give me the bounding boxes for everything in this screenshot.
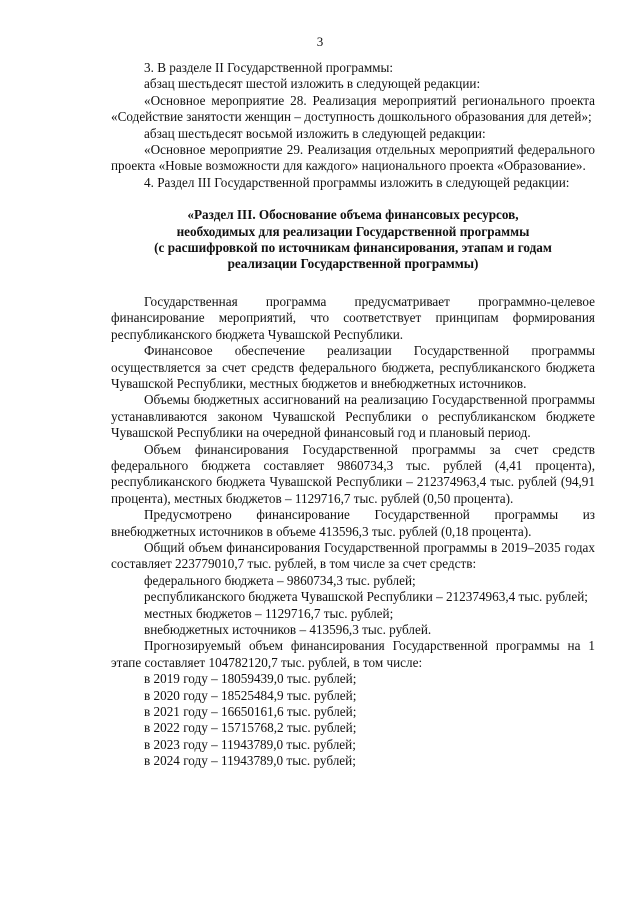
heading-line: реализации Государственной программы): [227, 256, 479, 272]
paragraph: «Основное мероприятие 28. Реализация мероприятий регионального проекта «Содействие занятости женщин – доступность дошкольного образования для детей»;: [111, 92, 595, 125]
year-item: в 2024 году – 11943789,0 тыс. рублей;: [144, 753, 356, 769]
paragraph: «Основное мероприятие 29. Реализация отдельных мероприятий федерального проекта «Новые возможности для каждого» национального проекта «Образование».: [111, 142, 595, 174]
year-item: в 2020 году – 18525484,9 тыс. рублей;: [144, 687, 357, 703]
heading-line: (с расшифровкой по источникам финансирования, этапам и годам: [154, 240, 552, 256]
year-item: в 2021 году – 16650161,6 тыс. рублей;: [144, 704, 357, 720]
heading-line: «Раздел III. Обоснование объема финансовых ресурсов,: [187, 207, 519, 223]
document-body: [111, 60, 595, 770]
list-item: республиканского бюджета Чувашской Республики – 212374963,4 тыс. рублей;: [144, 589, 588, 605]
paragraph: Объемы бюджетных ассигнований на реализацию Государственной программы устанавливаются законом Чувашской Республики о республиканском бюджете Чувашской Республики на очередной финансовый год и плановый период.: [111, 392, 595, 441]
section-heading: [111, 207, 595, 273]
list-item: внебюджетных источников – 413596,3 тыс. рублей.: [144, 622, 432, 637]
year-item: в 2019 году – 18059439,0 тыс. рублей;: [144, 671, 357, 687]
year-item: в 2023 году – 11943789,0 тыс. рублей;: [144, 736, 356, 752]
paragraph: Финансовое обеспечение реализации Государственной программы осуществляется за счет средств федерального бюджета, республиканского бюджета Чувашской Республики, местных бюджетов и внебюджетных источников.: [111, 343, 595, 391]
list-item: местных бюджетов – 1129716,7 тыс. рублей;: [144, 605, 394, 621]
paragraph: Государственная программа предусматривает программно-целевое финансирование мероприятий, что соответствует принципам формирования республиканского бюджета Чувашской Республики.: [111, 293, 595, 342]
paragraph: абзац шестьдесят восьмой изложить в следующей редакции:: [144, 125, 486, 141]
year-item: в 2022 году – 15715768,2 тыс. рублей;: [144, 720, 357, 736]
paragraph: Общий объем финансирования Государственной программы в 2019–2035 годах составляет 223779010,7 тыс. рублей, в том числе за счет средств:: [111, 539, 595, 572]
paragraph: абзац шестьдесят шестой изложить в следующей редакции:: [144, 76, 481, 92]
paragraph: Предусмотрено финансирование Государственной программы из внебюджетных источников в объеме 413596,3 тыс. рублей (0,18 процента).: [111, 507, 595, 539]
heading-line: необходимых для реализации Государственной программы: [176, 223, 530, 239]
paragraph: Прогнозируемый объем финансирования Государственной программы на 1 этапе составляет 104782120,7 тыс. рублей, в том числе:: [111, 638, 595, 670]
list-item: федерального бюджета – 9860734,3 тыс. рублей;: [144, 572, 416, 588]
paragraph: 4. Раздел III Государственной программы изложить в следующей редакции:: [144, 174, 570, 190]
paragraph: Объем финансирования Государственной программы за счет средств федерального бюджета составляет 9860734,3 тыс. рублей (4,41 процента), республиканского бюджета Чувашской Республики – 212374963,4 тыс. рублей (94,91 процента), местных бюджетов – 1129716,7 тыс. рублей (0,50 процента).: [111, 441, 595, 506]
page-number: 3: [316, 34, 324, 49]
paragraph: 3. В разделе II Государственной программы:: [144, 60, 394, 75]
